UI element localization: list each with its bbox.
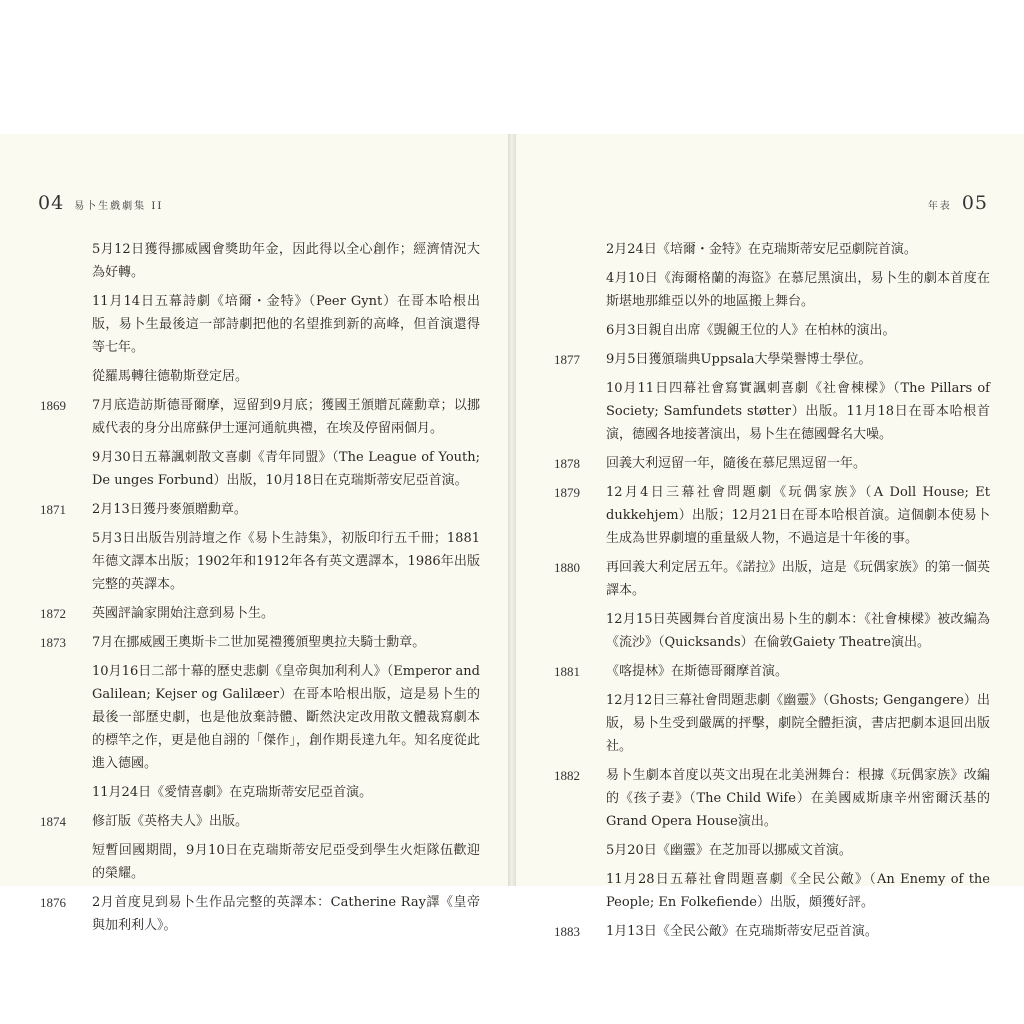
entry-text: 英國評論家開始注意到易卜生。 xyxy=(92,606,275,621)
timeline-entry xyxy=(554,348,990,371)
entry-text: 11月28日五幕社會問題喜劇《全民公敵》（An Enemy of the People; En Folkefiende）出版，頗獲好評。 xyxy=(606,872,990,910)
entry-text: 5月12日獲得挪威國會獎助年金，因此得以全心創作；經濟情況大為好轉。 xyxy=(92,242,480,280)
right-page xyxy=(516,134,1024,939)
timeline-entry xyxy=(40,238,480,284)
timeline-entry xyxy=(554,556,990,602)
timeline-entry xyxy=(40,602,480,625)
timeline-entry xyxy=(40,810,480,833)
entry-text: 11月14日五幕詩劇《培爾・金特》（Peer Gynt）在哥本哈根出版，易卜生最後這一部詩劇把他的名望推到新的高峰，但首演還得等七年。 xyxy=(92,294,480,355)
entry-year xyxy=(40,527,92,596)
left-page-header xyxy=(38,192,163,214)
entry-year xyxy=(40,781,92,804)
entry-text: 4月10日《海爾格蘭的海盜》在慕尼黑演出，易卜生的劇本首度在斯堪地那維亞以外的地區搬上舞台。 xyxy=(606,271,990,309)
entry-text: 5月20日《幽靈》在芝加哥以挪威文首演。 xyxy=(606,843,852,858)
entry-text: 7月在挪威國王奧斯卡二世加冕禮獲頒聖奧拉夫騎士勳章。 xyxy=(92,635,426,650)
entry-text: 12月4日三幕社會問題劇《玩偶家族》（A Doll House; Et dukkehjem）出版；12月21日在哥本哈根首演。這個劇本使易卜生成為世界劇壇的重量級人物，不過這是十年後的事。 xyxy=(606,485,990,546)
entry-text: 1月13日《全民公敵》在克瑞斯蒂安尼亞首演。 xyxy=(606,924,878,939)
entry-year xyxy=(554,608,606,654)
entry-text: 回義大利逗留一年，隨後在慕尼黑逗留一年。 xyxy=(606,456,867,471)
entry-year: 1883 xyxy=(554,924,580,939)
entry-text: 12月15日英國舞台首度演出易卜生的劇本：《社會棟樑》被改編為《流沙》（Quicksands）在倫敦Gaiety Theatre演出。 xyxy=(606,612,990,650)
entry-text: 從羅馬轉往德勒斯登定居。 xyxy=(92,369,249,384)
left-page xyxy=(0,134,508,933)
entry-text: 9月30日五幕諷刺散文喜劇《青年同盟》（The League of Youth; De unges Forbund）出版，10月18日在克瑞斯蒂安尼亞首演。 xyxy=(92,450,480,488)
timeline-entry xyxy=(40,394,480,440)
entry-text: 6月3日親自出席《覬覦王位的人》在柏林的演出。 xyxy=(606,323,896,338)
timeline-entry xyxy=(554,689,990,758)
entry-year xyxy=(554,839,606,862)
entry-text: 7月底造訪斯德哥爾摩，逗留到9月底；獲國王頒贈瓦薩勳章；以挪威代表的身分出席蘇伊士運河通航典禮，在埃及停留兩個月。 xyxy=(92,398,480,436)
timeline-entry xyxy=(40,498,480,521)
timeline-list xyxy=(40,238,480,943)
entry-text: 10月16日二部十幕的歷史悲劇《皇帝與加利利人》（Emperor and Galilean; Kejser og Galilæer）在哥本哈根出版，這是易卜生的最後一部歷史劇，也是他放棄詩體、斷然決定改用散文體裁寫劇本的標竿之作，更是他自詡的「傑作」，創作期長達九年。知名度從此進入德國。 xyxy=(92,664,480,771)
entry-text: 短暫回國期間，9月10日在克瑞斯蒂安尼亞受到學生火炬隊伍歡迎的榮耀。 xyxy=(92,843,480,881)
entry-text: 2月24日《培爾・金特》在克瑞斯蒂安尼亞劇院首演。 xyxy=(606,242,917,257)
timeline-entry xyxy=(554,238,990,261)
running-head: 易卜生戲劇集 II xyxy=(74,201,164,212)
entry-year: 1881 xyxy=(554,664,580,679)
entry-year xyxy=(554,238,606,261)
timeline-entry xyxy=(40,839,480,885)
timeline-list xyxy=(554,238,990,949)
entry-text: 12月12日三幕社會問題悲劇《幽靈》（Ghosts; Gengangere）出版，易卜生受到嚴厲的抨擊，劇院全體拒演，書店把劇本退回出版社。 xyxy=(606,693,990,754)
entry-text: 11月24日《愛情喜劇》在克瑞斯蒂安尼亞首演。 xyxy=(92,785,373,800)
timeline-entry xyxy=(40,631,480,654)
entry-year: 1869 xyxy=(40,398,66,413)
entry-year: 1873 xyxy=(40,635,66,650)
entry-year xyxy=(40,446,92,492)
right-page-header xyxy=(928,192,988,214)
entry-year xyxy=(554,267,606,313)
timeline-entry xyxy=(40,446,480,492)
entry-text: 《喀提林》在斯德哥爾摩首演。 xyxy=(606,664,789,679)
entry-year xyxy=(554,377,606,446)
timeline-entry xyxy=(40,290,480,359)
entry-year: 1871 xyxy=(40,502,66,517)
entry-year xyxy=(40,660,92,775)
entry-year: 1877 xyxy=(554,352,580,367)
entry-text: 2月首度見到易卜生作品完整的英譯本：Catherine Ray譯《皇帝與加利利人》。 xyxy=(92,895,480,933)
timeline-entry xyxy=(554,608,990,654)
timeline-entry xyxy=(40,781,480,804)
entry-text: 9月5日獲頒瑞典Uppsala大學榮譽博士學位。 xyxy=(606,352,872,367)
entry-year xyxy=(40,839,92,885)
timeline-entry xyxy=(554,481,990,550)
entry-year: 1872 xyxy=(40,606,66,621)
page-number: 04 xyxy=(38,192,65,214)
timeline-entry xyxy=(554,377,990,446)
entry-year xyxy=(554,689,606,758)
timeline-entry xyxy=(40,660,480,775)
entry-text: 10月11日四幕社會寫實諷刺喜劇《社會棟樑》（The Pillars of Society; Samfundets støtter）出版。11月18日在哥本哈根首演，德國各地接著演出，易卜生在德國聲名大噪。 xyxy=(606,381,990,442)
entry-text: 5月3日出版告別詩壇之作《易卜生詩集》，初版印行五千冊；1881年德文譯本出版；1902年和1912年各有英文選譯本，1986年出版完整的英譯本。 xyxy=(92,531,480,592)
timeline-entry xyxy=(554,452,990,475)
book-gutter xyxy=(508,134,516,886)
timeline-entry xyxy=(554,920,990,943)
timeline-entry xyxy=(40,891,480,937)
entry-year: 1874 xyxy=(40,814,66,829)
timeline-entry xyxy=(40,527,480,596)
entry-year: 1878 xyxy=(554,456,580,471)
entry-text: 2月13日獲丹麥頒贈勳章。 xyxy=(92,502,247,517)
entry-year xyxy=(40,238,92,284)
entry-year xyxy=(40,365,92,388)
entry-text: 易卜生劇本首度以英文出現在北美洲舞台：根據《玩偶家族》改編的《孩子妻》（The Child Wife）在美國威斯康辛州密爾沃基的Grand Opera House演出。 xyxy=(606,768,990,829)
timeline-entry xyxy=(554,319,990,342)
timeline-entry xyxy=(554,267,990,313)
timeline-entry xyxy=(554,660,990,683)
entry-year: 1879 xyxy=(554,485,580,500)
entry-year xyxy=(40,290,92,359)
running-head: 年表 xyxy=(927,201,952,212)
entry-year: 1876 xyxy=(40,895,66,910)
entry-year xyxy=(554,868,606,914)
entry-text: 修訂版《英格夫人》出版。 xyxy=(92,814,249,829)
entry-text: 再回義大利定居五年。《諾拉》出版，這是《玩偶家族》的第一個英譯本。 xyxy=(606,560,990,598)
timeline-entry xyxy=(554,764,990,833)
page-number: 05 xyxy=(961,192,988,214)
timeline-entry xyxy=(554,839,990,862)
entry-year: 1880 xyxy=(554,560,580,575)
entry-year: 1882 xyxy=(554,768,580,783)
timeline-entry xyxy=(554,868,990,914)
entry-year xyxy=(554,319,606,342)
timeline-entry xyxy=(40,365,480,388)
